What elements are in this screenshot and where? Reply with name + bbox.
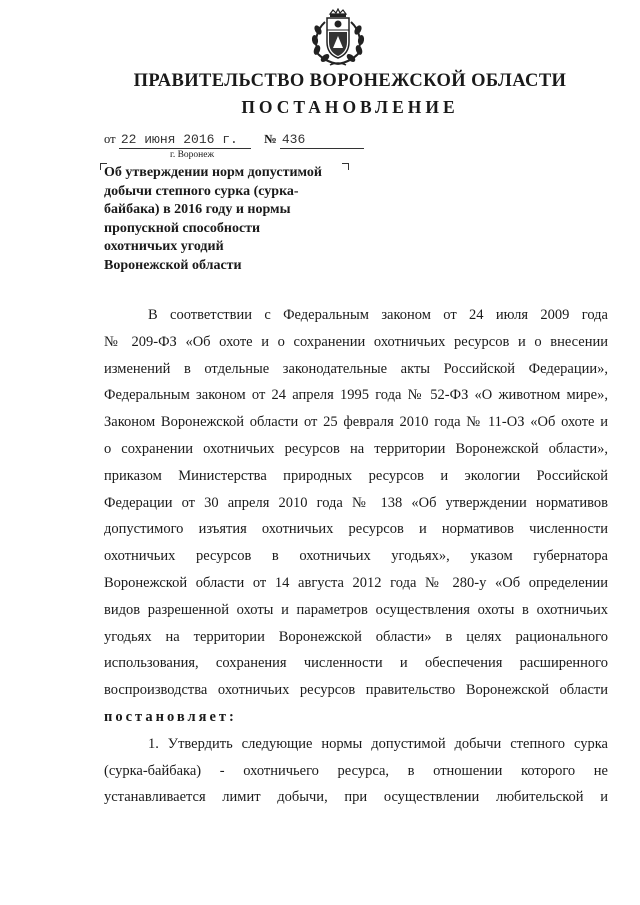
body-line: Федеральным законом от 24 апреля 1995 года № 52-ФЗ «О животном мире», <box>104 387 608 404</box>
body-line: допустимого изъятия охотничьих ресурсов и нормативов численности <box>104 521 608 538</box>
body-line: использования, сохранения численности и обеспечения расширенного <box>104 655 608 672</box>
subject-line: байбака) в 2016 году и нормы <box>104 202 291 217</box>
document-number: 436 <box>281 132 306 147</box>
body-line: о сохранении охотничьих ресурсов на территории Воронежской области», <box>104 440 608 457</box>
body-line: Законом Воронежской области от 25 февраля 2010 года № 11-ОЗ «Об охоте и <box>104 414 608 431</box>
coat-of-arms-emblem <box>300 8 376 68</box>
body-line: Федерации от 30 апреля 2010 года № 138 «Об утверждении нормативов <box>104 494 608 511</box>
body-line: № 209-ФЗ «Об охоте и о сохранении охотничьих ресурсов и о внесении <box>104 333 608 350</box>
document-meta <box>104 131 364 149</box>
number-line <box>280 131 364 149</box>
organization-title: ПРАВИТЕЛЬСТВО ВОРОНЕЖСКОЙ ОБЛАСТИ <box>133 71 567 91</box>
body-line: изменений в отдельные законодательные акты Российской Федерации», <box>104 360 608 377</box>
date-prefix: от <box>104 132 116 146</box>
subject-line: Воронежской области <box>104 257 242 273</box>
item-1-line: устанавливается лимит добычи, при осуществлении любительской и <box>104 789 608 806</box>
body-line: видов разрешенной охоты и параметров осуществления охоты в охотничьих <box>104 601 608 618</box>
document-date: 22 июня 2016 г. <box>120 132 238 147</box>
document-subject <box>104 164 354 275</box>
body-line: охотничьих ресурсов в охотничьих угодьях», указом губернатора <box>104 548 608 565</box>
resolves-word: постановляет: <box>104 708 237 725</box>
body-line: угодьях на территории Воронежской области» в целях рационального <box>104 628 608 645</box>
subject-line: охотничьих угодий <box>104 239 224 254</box>
body-line: воспроизводства охотничьих ресурсов правительство Воронежской области <box>104 682 608 699</box>
item-1-line: (сурка-байбака) - охотничьего ресурса, в отношении которого не <box>104 762 608 779</box>
document-type-title: ПОСТАНОВЛЕНИЕ <box>241 97 459 117</box>
subject-line: добычи степного сурка (сурка- <box>104 183 299 199</box>
document-body <box>104 302 608 811</box>
body-line: Воронежской области от 14 августа 2012 года № 280-у «Об определении <box>104 574 608 591</box>
number-prefix: № <box>264 132 277 146</box>
city-label: г. Воронеж <box>170 150 215 160</box>
date-line <box>119 131 251 149</box>
body-line: приказом Министерства природных ресурсов и экологии Российской <box>104 467 608 484</box>
item-1-line: 1. Утвердить следующие нормы допустимой добычи степного сурка <box>148 735 608 752</box>
subject-line: пропускной способности <box>104 220 261 236</box>
body-line: В соответствии с Федеральным законом от 24 июля 2009 года <box>148 307 608 323</box>
subject-line: Об утверждении норм допустимой <box>104 165 322 180</box>
